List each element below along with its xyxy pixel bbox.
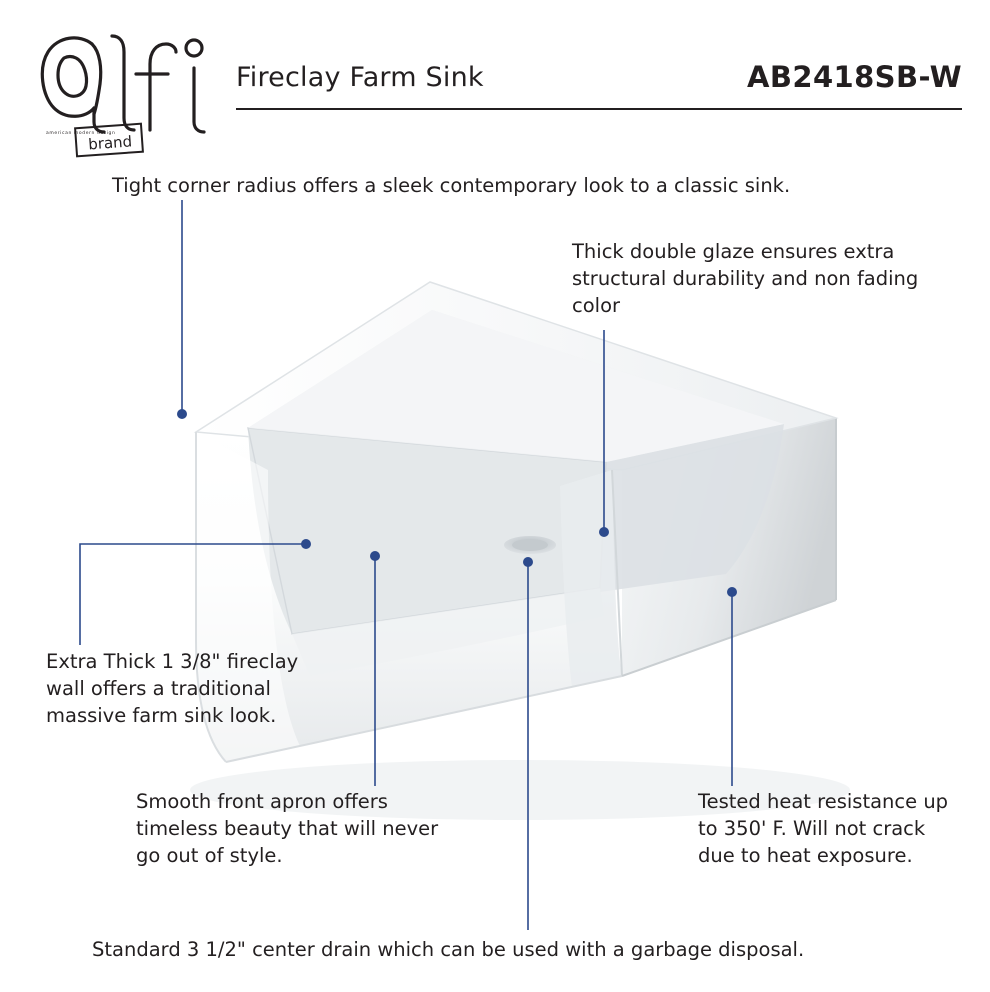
callout-center-drain: Standard 3 1/2" center drain which can be used with a garbage disposal.	[92, 938, 805, 961]
callout-corner-radius: Tight corner radius offers a sleek contemporary look to a classic sink.	[112, 174, 791, 197]
svg-text:brand: brand	[87, 132, 133, 154]
page-title: Fireclay Farm Sink	[236, 62, 484, 93]
svg-text:american modern design: american modern design	[46, 131, 116, 136]
callout-heat-resistance: Tested heat resistance up to 350' F. Will not crack due to heat exposure.	[698, 790, 949, 867]
model-number: AB2418SB-W	[747, 60, 962, 94]
callout-smooth-apron: Smooth front apron offers timeless beauty that will never go out of style.	[136, 790, 439, 867]
callout-double-glaze: Thick double glaze ensures extra structural durability and non fading color	[572, 240, 919, 317]
callout-thick-wall: Extra Thick 1 3/8" fireclay wall offers a traditional massive farm sink look.	[46, 650, 299, 727]
